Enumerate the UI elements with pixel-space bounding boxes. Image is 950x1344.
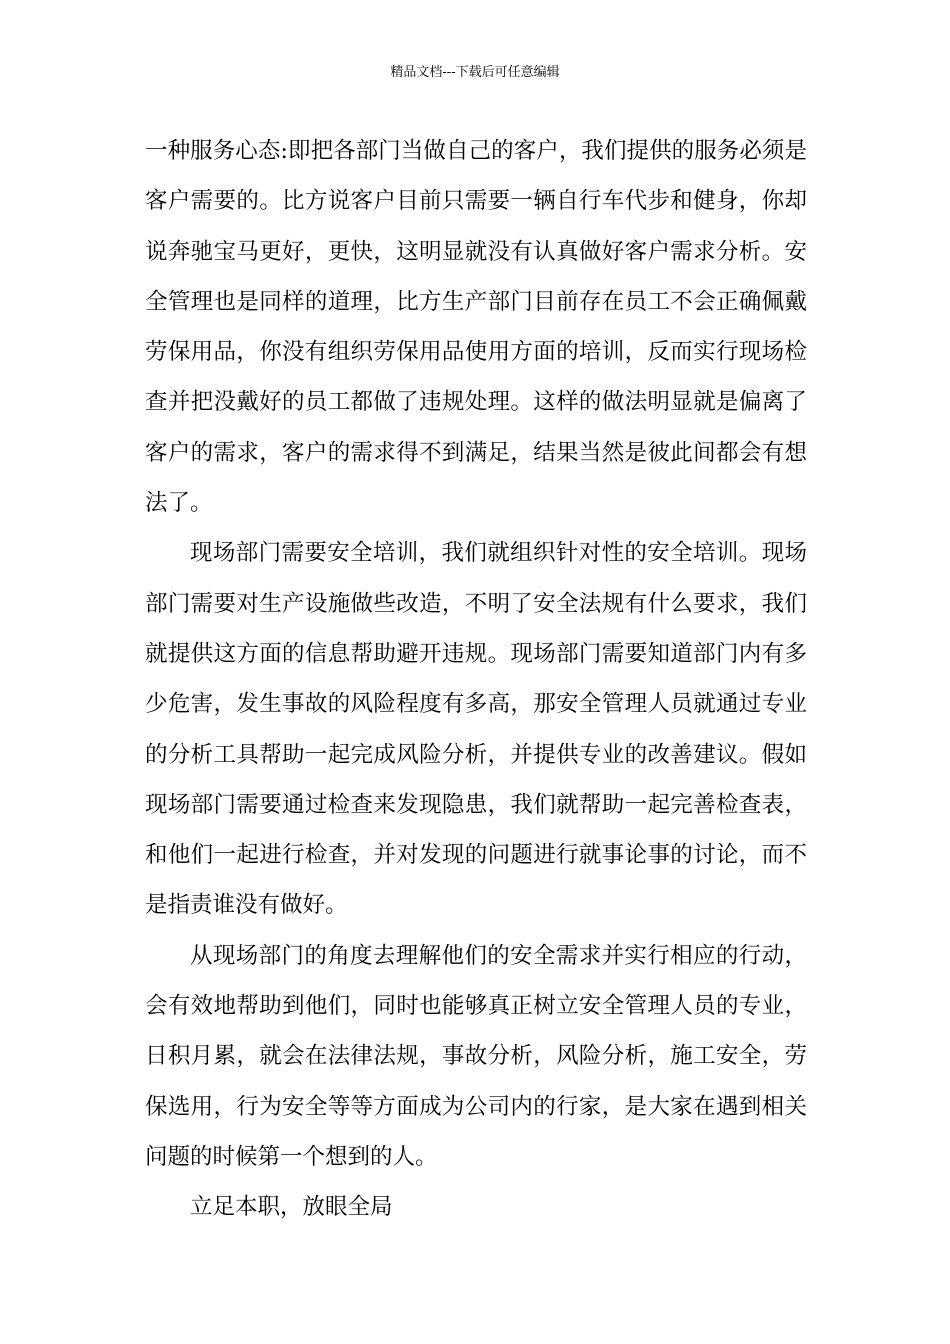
paragraph-1: 一种服务心态:即把各部门当做自己的客户，我们提供的服务必须是客户需要的。比方说客户目前只需要一辆自行车代步和健身，你却说奔驰宝马更好，更快，这明显就没有认真做好客户需求分析。安全管理也是同样的道理，比方生产部门目前存在员工不会正确佩戴劳保用品，你没有组织劳保用品使用方面的培训，反而实行现场检查并把没戴好的员工都做了违规处理。这样的做法明显就是偏离了客户的需求，客户的需求得不到满足，结果当然是彼此间都会有想法了。 bbox=[145, 138, 807, 517]
paragraph-2: 现场部门需要安全培训，我们就组织针对性的安全培训。现场部门需要对生产设施做些改造，不明了安全法规有什么要求，我们就提供这方面的信息帮助避开违规。现场部门需要知道部门内有多少危害，发生事故的风险程度有多高，那安全管理人员就通过专业的分析工具帮助一起完成风险分析，并提供专业的改善建议。假如现场部门需要通过检查来发现隐患，我们就帮助一起完善检查表，和他们一起进行检查，并对发现的问题进行就事论事的讨论，而不是指责谁没有做好。 bbox=[145, 540, 807, 919]
page-header: 精品文档---下载后可任意编辑 bbox=[390, 65, 560, 80]
document-body bbox=[145, 126, 807, 1233]
section-heading: 立足本职，放眼全局 bbox=[190, 1194, 393, 1221]
paragraph-3: 从现场部门的角度去理解他们的安全需求并实行相应的行动，会有效地帮助到他们，同时也能够真正树立安全管理人员的专业，日积月累，就会在法律法规，事故分析，风险分析，施工安全，劳保选用，行为安全等等方面成为公司内的行家，是大家在遇到相关问题的时候第一个想到的人。 bbox=[145, 942, 807, 1170]
